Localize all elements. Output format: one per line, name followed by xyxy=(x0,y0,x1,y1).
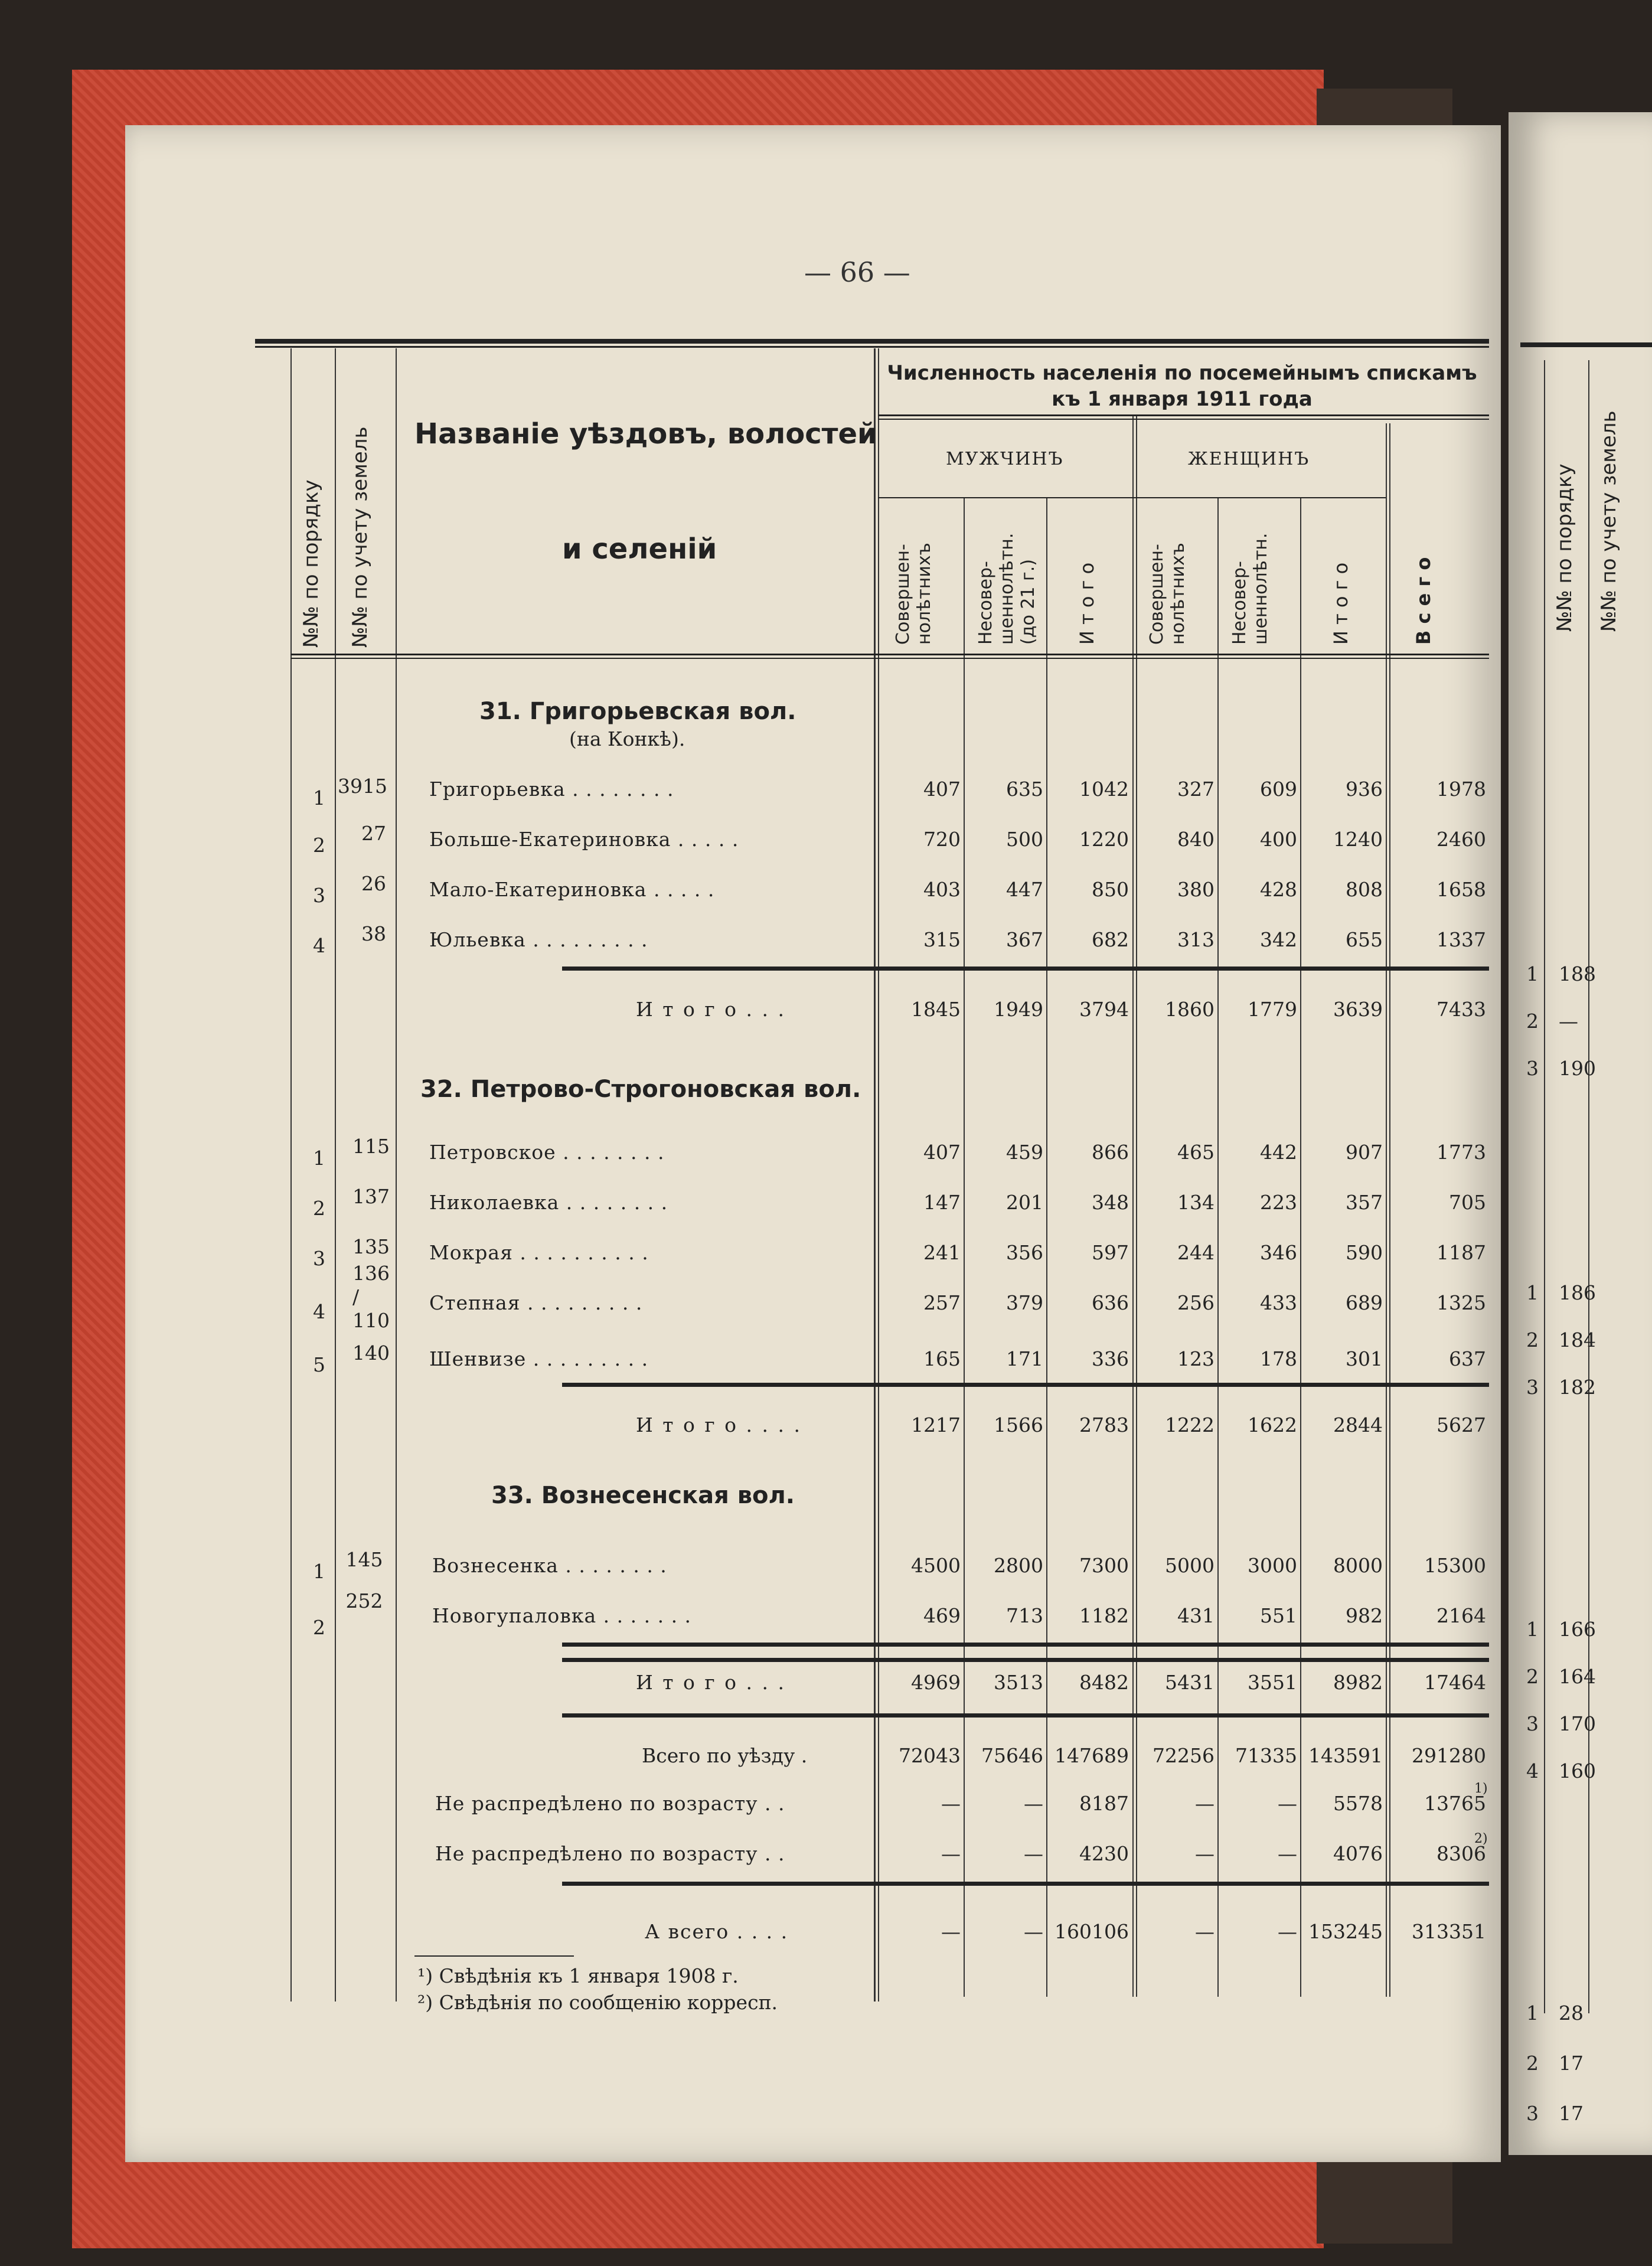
right-row-number: 188 xyxy=(1559,962,1596,985)
value-cell: 346 xyxy=(1260,1241,1297,1264)
row-name: Мокрая . . . . . . . . . . xyxy=(429,1241,649,1264)
row-land: 136 / 110 xyxy=(352,1262,390,1332)
total-rule xyxy=(562,967,1489,971)
value-cell: — xyxy=(941,1920,961,1943)
row-land: 26 xyxy=(361,872,386,895)
right-row-number: 3 xyxy=(1526,2102,1539,2125)
value-cell: 8306 xyxy=(1436,1842,1486,1865)
value-cell: 241 xyxy=(923,1241,961,1264)
value-cell: 8982 xyxy=(1333,1671,1383,1694)
row-land: 145 xyxy=(345,1548,383,1571)
header-adult-m: Совершен-нолѣтнихъ xyxy=(893,543,935,645)
value-cell: 1042 xyxy=(1079,778,1129,801)
value-cell: 3639 xyxy=(1333,998,1383,1021)
row-land: 140 xyxy=(352,1341,390,1364)
value-cell: 313 xyxy=(1177,928,1214,951)
right-row-number: 1 xyxy=(1526,2001,1539,2025)
value-cell: 1658 xyxy=(1436,878,1486,901)
value-cell: 636 xyxy=(1092,1291,1129,1314)
section-subtitle: (на Конкѣ). xyxy=(569,727,685,750)
value-cell: 3794 xyxy=(1079,998,1129,1021)
col-rule xyxy=(290,348,292,2001)
value-cell: 143591 xyxy=(1308,1744,1383,1767)
value-cell: 720 xyxy=(923,828,961,851)
footnote: ²) Свѣдѣнія по сообщенію корресп. xyxy=(417,1991,778,2014)
row-name: Больше-Екатериновка . . . . . xyxy=(429,828,739,851)
value-cell: 153245 xyxy=(1308,1920,1383,1943)
value-cell: 379 xyxy=(1006,1291,1043,1314)
value-cell: 3551 xyxy=(1248,1671,1297,1694)
value-cell: — xyxy=(1278,1792,1297,1815)
value-cell: 5431 xyxy=(1165,1671,1214,1694)
value-cell: 982 xyxy=(1346,1604,1383,1627)
row-land: 252 xyxy=(345,1589,383,1612)
value-cell: 713 xyxy=(1006,1604,1043,1627)
row-name: Шенвизе . . . . . . . . . xyxy=(429,1347,649,1370)
total-rule xyxy=(562,1383,1489,1387)
value-cell: 551 xyxy=(1260,1604,1297,1627)
right-row-number: 28 xyxy=(1559,2001,1584,2025)
value-cell: 301 xyxy=(1346,1347,1383,1370)
right-row-number: 170 xyxy=(1559,1712,1596,1735)
header-minor-w: Несовер-шеннолѣтн. xyxy=(1229,533,1271,645)
value-cell: 689 xyxy=(1346,1291,1383,1314)
right-row-number: 17 xyxy=(1559,2052,1584,2075)
value-cell: 356 xyxy=(1006,1241,1043,1264)
value-cell: 936 xyxy=(1346,778,1383,801)
value-cell: 8187 xyxy=(1079,1792,1129,1815)
right-header-col-order: №№ по порядку xyxy=(1553,463,1576,632)
right-row-number: 17 xyxy=(1559,2102,1584,2125)
value-cell: 590 xyxy=(1346,1241,1383,1264)
row-name: Вознесенка . . . . . . . . xyxy=(432,1554,667,1577)
value-cell: 336 xyxy=(1092,1347,1129,1370)
value-cell: 635 xyxy=(1006,778,1043,801)
section-title: 33. Вознесенская вол. xyxy=(491,1482,795,1509)
value-cell: 75646 xyxy=(981,1744,1043,1767)
value-cell: 342 xyxy=(1260,928,1297,951)
value-cell: 682 xyxy=(1092,928,1129,951)
value-cell: 407 xyxy=(923,1141,961,1164)
value-cell: 1182 xyxy=(1079,1604,1129,1627)
header-minor-m: Несовер-шеннолѣтн. (до 21 г.) xyxy=(975,533,1039,645)
value-cell: 2164 xyxy=(1436,1604,1486,1627)
value-cell: 165 xyxy=(923,1347,961,1370)
row-name: Степная . . . . . . . . . xyxy=(429,1291,643,1314)
right-row-number: 2 xyxy=(1526,1665,1539,1688)
row-name: Григорьевка . . . . . . . . xyxy=(429,778,674,801)
right-page xyxy=(1509,112,1652,2155)
value-cell: 465 xyxy=(1177,1141,1214,1164)
value-cell: 500 xyxy=(1006,828,1043,851)
col-rule xyxy=(1389,423,1390,1997)
value-cell: 400 xyxy=(1260,828,1297,851)
row-index: 5 xyxy=(313,1353,325,1376)
value-cell: 201 xyxy=(1006,1191,1043,1214)
header-adult-w: Совершен-нолѣтнихъ xyxy=(1147,543,1189,645)
value-cell: 367 xyxy=(1006,928,1043,951)
total-rule xyxy=(562,1658,1489,1662)
value-cell: 178 xyxy=(1260,1347,1297,1370)
value-cell: 1773 xyxy=(1436,1141,1486,1164)
value-cell: 907 xyxy=(1346,1141,1383,1164)
value-cell: — xyxy=(1195,1792,1214,1815)
value-cell: 1949 xyxy=(994,998,1043,1021)
top-rule-thin xyxy=(255,346,1489,348)
left-page xyxy=(125,125,1501,2162)
row-land: 135 xyxy=(352,1235,390,1258)
right-row-number: 160 xyxy=(1559,1759,1596,1782)
value-cell: 428 xyxy=(1260,878,1297,901)
value-cell: 1978 xyxy=(1436,778,1486,801)
value-cell: 8000 xyxy=(1333,1554,1383,1577)
right-row-number: 184 xyxy=(1559,1328,1596,1351)
value-cell: — xyxy=(1195,1842,1214,1865)
row-index: 2 xyxy=(313,1197,325,1220)
value-cell: 380 xyxy=(1177,878,1214,901)
total-label: И т о г о . . . xyxy=(636,998,786,1021)
row-index: 4 xyxy=(313,1300,325,1323)
value-cell: 1779 xyxy=(1248,998,1297,1021)
value-cell: 1325 xyxy=(1436,1291,1486,1314)
value-cell: 17464 xyxy=(1424,1671,1486,1694)
value-cell: 1860 xyxy=(1165,998,1214,1021)
value-cell: — xyxy=(1024,1792,1043,1815)
header-all: В с е г о xyxy=(1412,557,1435,645)
section-title: 31. Григорьевская вол. xyxy=(479,698,796,725)
col-rule xyxy=(335,348,336,2001)
right-row-number: 2 xyxy=(1526,2052,1539,2075)
value-cell: 447 xyxy=(1006,878,1043,901)
value-cell: 1217 xyxy=(911,1413,961,1436)
right-row-number: 186 xyxy=(1559,1281,1596,1304)
right-row-number: 3 xyxy=(1526,1376,1539,1399)
row-name: Юльевка . . . . . . . . . xyxy=(429,928,648,951)
value-cell: 357 xyxy=(1346,1191,1383,1214)
header-title-1: Названіе уѣздовъ, волостей xyxy=(414,417,877,450)
value-cell: 15300 xyxy=(1424,1554,1486,1577)
value-cell: — xyxy=(941,1842,961,1865)
value-cell: 147689 xyxy=(1054,1744,1129,1767)
value-cell: 840 xyxy=(1177,828,1214,851)
total-rule xyxy=(562,1643,1489,1647)
row-name: Новогупаловка . . . . . . . xyxy=(432,1604,692,1627)
page-number: — 66 — xyxy=(804,256,910,288)
footnote-mark: 1) xyxy=(1474,1781,1488,1796)
value-cell: — xyxy=(1195,1920,1214,1943)
value-cell: 442 xyxy=(1260,1141,1297,1164)
footnote: ¹) Свѣдѣнія къ 1 января 1908 г. xyxy=(417,1964,739,1987)
value-cell: 597 xyxy=(1092,1241,1129,1264)
value-cell: 257 xyxy=(923,1291,961,1314)
header-total-w: И т о г о xyxy=(1330,562,1352,645)
col-rule xyxy=(396,348,397,2001)
value-cell: 637 xyxy=(1449,1347,1486,1370)
value-cell: — xyxy=(1024,1842,1043,1865)
header-col-land: №№ по учету земель xyxy=(348,426,372,648)
header-rule xyxy=(878,497,1386,498)
row-land: 3915 xyxy=(338,775,387,798)
header-bottom-rule xyxy=(290,658,1489,659)
value-cell: 256 xyxy=(1177,1291,1214,1314)
value-cell: 1845 xyxy=(911,998,961,1021)
value-cell: 5578 xyxy=(1333,1792,1383,1815)
value-cell: 223 xyxy=(1260,1191,1297,1214)
right-row-number: — xyxy=(1559,1010,1578,1033)
value-cell: 1187 xyxy=(1436,1241,1486,1264)
right-row-number: 1 xyxy=(1526,1281,1539,1304)
value-cell: 1566 xyxy=(994,1413,1043,1436)
right-row-number: 3 xyxy=(1526,1712,1539,1735)
row-index: 1 xyxy=(313,786,325,809)
value-cell: 1622 xyxy=(1248,1413,1297,1436)
value-cell: 4500 xyxy=(911,1554,961,1577)
value-cell: 609 xyxy=(1260,778,1297,801)
header-bottom-rule xyxy=(290,654,1489,655)
value-cell: — xyxy=(1278,1920,1297,1943)
value-cell: — xyxy=(1278,1842,1297,1865)
total-label: И т о г о . . . . xyxy=(636,1413,802,1436)
right-row-number: 166 xyxy=(1559,1618,1596,1641)
row-index: 2 xyxy=(313,834,325,857)
value-cell: 4230 xyxy=(1079,1842,1129,1865)
value-cell: 459 xyxy=(1006,1141,1043,1164)
value-cell: 71335 xyxy=(1235,1744,1297,1767)
value-cell: 3513 xyxy=(994,1671,1043,1694)
col-rule xyxy=(1386,423,1387,1997)
grand-label: Не распредѣлено по возрасту . . xyxy=(435,1792,785,1815)
grand-label: Всего по уѣзду . xyxy=(642,1744,808,1767)
total-rule xyxy=(562,1882,1489,1886)
value-cell: 1240 xyxy=(1333,828,1383,851)
value-cell: 244 xyxy=(1177,1241,1214,1264)
right-row-number: 164 xyxy=(1559,1665,1596,1688)
header-col-order: №№ по порядку xyxy=(299,479,323,648)
row-index: 3 xyxy=(313,884,325,907)
row-land: 38 xyxy=(361,922,386,945)
value-cell: 171 xyxy=(1006,1347,1043,1370)
value-cell: 431 xyxy=(1177,1604,1214,1627)
value-cell: 160106 xyxy=(1054,1920,1129,1943)
value-cell: 433 xyxy=(1260,1291,1297,1314)
header-rule xyxy=(878,414,1489,416)
value-cell: — xyxy=(1024,1920,1043,1943)
row-index: 4 xyxy=(313,934,325,957)
value-cell: 315 xyxy=(923,928,961,951)
value-cell: 407 xyxy=(923,778,961,801)
row-land: 115 xyxy=(352,1135,390,1158)
top-rule xyxy=(255,339,1489,344)
row-name: Николаевка . . . . . . . . xyxy=(429,1191,668,1214)
row-index: 2 xyxy=(313,1616,325,1639)
right-row-number: 1 xyxy=(1526,962,1539,985)
value-cell: 2844 xyxy=(1333,1413,1383,1436)
value-cell: 291280 xyxy=(1412,1744,1486,1767)
right-row-number: 190 xyxy=(1559,1057,1596,1080)
total-label: И т о г о . . . xyxy=(636,1671,786,1694)
value-cell: 2800 xyxy=(994,1554,1043,1577)
header-women: ЖЕНЩИНЪ xyxy=(1188,449,1310,469)
value-cell: 1222 xyxy=(1165,1413,1214,1436)
right-row-number: 2 xyxy=(1526,1010,1539,1033)
value-cell: 134 xyxy=(1177,1191,1214,1214)
value-cell: 13765 xyxy=(1424,1792,1486,1815)
value-cell: 7433 xyxy=(1436,998,1486,1021)
footnote-rule xyxy=(414,1955,574,1957)
col-rule xyxy=(1544,360,1545,2013)
footnote-mark: 2) xyxy=(1474,1831,1488,1846)
value-cell: 1220 xyxy=(1079,828,1129,851)
total-rule xyxy=(562,1713,1489,1718)
right-row-number: 182 xyxy=(1559,1376,1596,1399)
header-total-m: И т о г о xyxy=(1076,562,1098,645)
header-title-2: и селеній xyxy=(562,533,717,566)
value-cell: 403 xyxy=(923,878,961,901)
row-index: 3 xyxy=(313,1247,325,1270)
row-land: 27 xyxy=(361,822,386,845)
value-cell: 705 xyxy=(1449,1191,1486,1214)
value-cell: 72256 xyxy=(1153,1744,1214,1767)
row-name: Петровское . . . . . . . . xyxy=(429,1141,665,1164)
value-cell: 3000 xyxy=(1248,1554,1297,1577)
value-cell: 4076 xyxy=(1333,1842,1383,1865)
value-cell: 2783 xyxy=(1079,1413,1129,1436)
header-population-title: Численность населенія по посемейнымъ спискамъ къ 1 января 1911 года xyxy=(887,361,1477,411)
right-row-number: 2 xyxy=(1526,1328,1539,1351)
section-title: 32. Петрово-Строгоновская вол. xyxy=(420,1076,861,1103)
top-rule xyxy=(1520,342,1652,347)
value-cell: 1337 xyxy=(1436,928,1486,951)
value-cell: 5627 xyxy=(1436,1413,1486,1436)
value-cell: 72043 xyxy=(899,1744,961,1767)
value-cell: 4969 xyxy=(911,1671,961,1694)
value-cell: 7300 xyxy=(1079,1554,1129,1577)
right-header-col-land: №№ по учету земель xyxy=(1597,410,1621,632)
value-cell: 147 xyxy=(923,1191,961,1214)
right-row-number: 3 xyxy=(1526,1057,1539,1080)
header-rule xyxy=(878,419,1489,420)
value-cell: 850 xyxy=(1092,878,1129,901)
row-name: Мало-Екатериновка . . . . . xyxy=(429,878,715,901)
value-cell: 313351 xyxy=(1412,1920,1486,1943)
value-cell: 2460 xyxy=(1436,828,1486,851)
value-cell: 866 xyxy=(1092,1141,1129,1164)
row-index: 1 xyxy=(313,1147,325,1170)
value-cell: 8482 xyxy=(1079,1671,1129,1694)
row-index: 1 xyxy=(313,1560,325,1583)
value-cell: 808 xyxy=(1346,878,1383,901)
value-cell: 123 xyxy=(1177,1347,1214,1370)
value-cell: 469 xyxy=(923,1604,961,1627)
value-cell: 348 xyxy=(1092,1191,1129,1214)
right-row-number: 1 xyxy=(1526,1618,1539,1641)
grand-label: Не распредѣлено по возрасту . . xyxy=(435,1842,785,1865)
value-cell: 655 xyxy=(1346,928,1383,951)
row-land: 137 xyxy=(352,1185,390,1208)
header-men: МУЖЧИНЪ xyxy=(946,449,1064,469)
value-cell: 327 xyxy=(1177,778,1214,801)
value-cell: — xyxy=(941,1792,961,1815)
grand-label: А всего . . . . xyxy=(645,1920,789,1943)
value-cell: 5000 xyxy=(1165,1554,1214,1577)
right-row-number: 4 xyxy=(1526,1759,1539,1782)
